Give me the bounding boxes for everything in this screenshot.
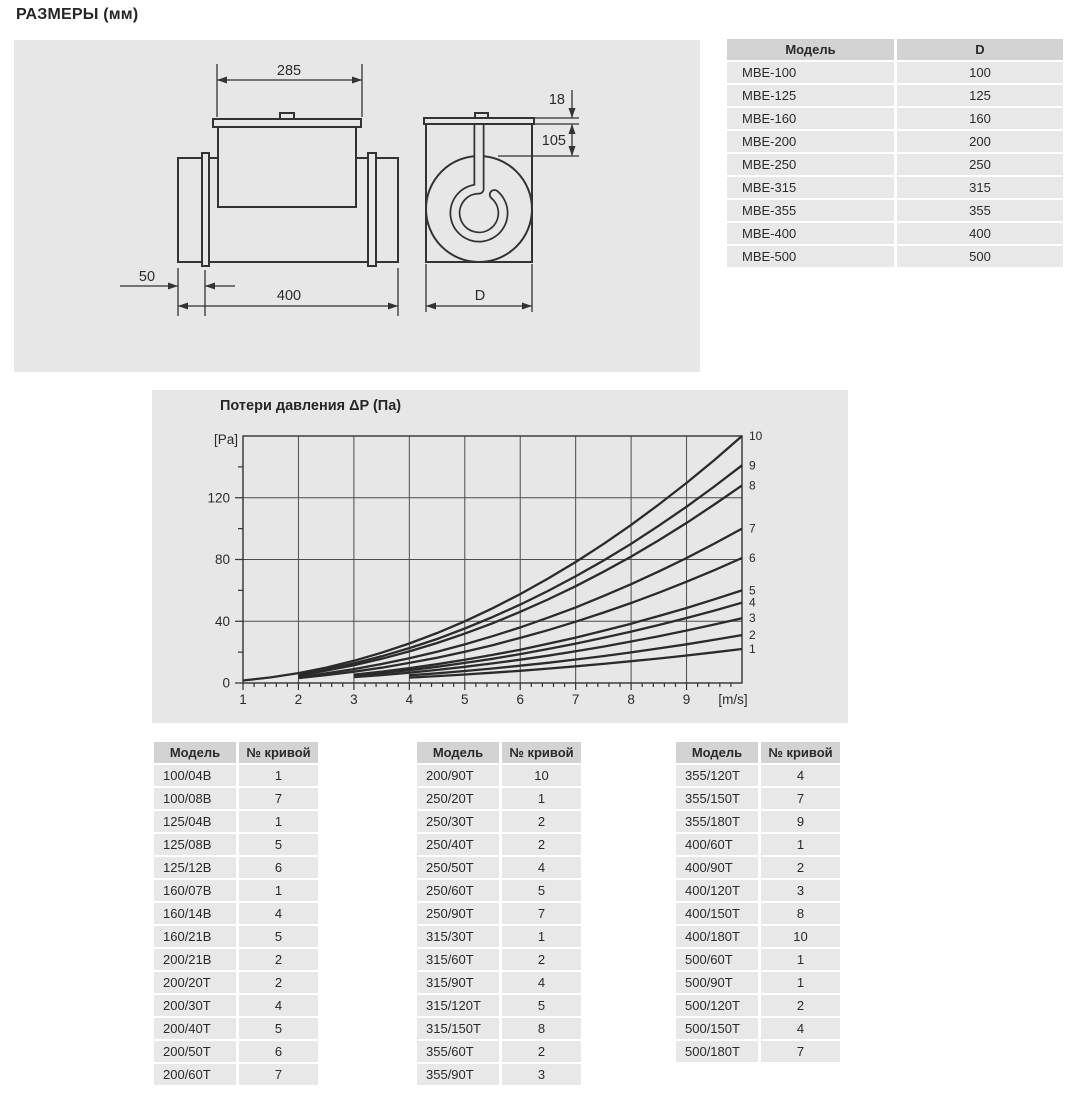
table-cell: 500/120Т [676,995,758,1016]
curve-label-9: 9 [749,458,756,473]
table-row [154,1041,318,1062]
table-cell: МВЕ-200 [727,131,894,152]
model-diameter-table [727,39,1063,269]
x-tick-label: 8 [627,692,635,707]
table-cell: 400/90Т [676,857,758,878]
x-tick-label: 3 [350,692,358,707]
table-cell: 250 [897,154,1063,175]
table-cell: 250/40Т [417,834,499,855]
table-row [154,811,318,832]
table-cell: 200/50Т [154,1041,236,1062]
terminal-box [218,127,356,207]
pressure-chart-plot [152,390,848,723]
table-cell: МВЕ-500 [727,246,894,267]
chart-title: Потери давления ΔP (Па) [220,398,402,414]
table-cell: 9 [761,811,840,832]
dim-body-length: 400 [276,288,302,304]
table-cell: 1 [239,811,318,832]
x-tick-label: 7 [571,692,580,707]
table-cell: МВЕ-160 [727,108,894,129]
table-cell: 2 [502,834,581,855]
table-row [154,972,318,993]
front-knob [475,113,488,118]
table-cell: 4 [502,857,581,878]
table-row [727,246,1063,267]
table-row [676,1018,840,1039]
x-tick-label: 1 [239,692,247,707]
table-cell: 200/90Т [417,765,499,786]
table-cell: 1 [502,926,581,947]
table-row [417,857,581,878]
table-row [676,926,840,947]
table-cell: 500 [897,246,1063,267]
table-cell: 6 [239,857,318,878]
table-cell: 6 [239,1041,318,1062]
dim-top-width: 285 [276,63,302,79]
table-cell: 8 [502,1018,581,1039]
column-header: D [897,39,1063,60]
table-row [676,857,840,878]
table-cell: 400/180Т [676,926,758,947]
lid-knob [280,113,294,119]
table-cell: 200/21В [154,949,236,970]
table-header-row [417,742,581,763]
table-row [154,834,318,855]
table-cell: МВЕ-250 [727,154,894,175]
table-cell: 400/60Т [676,834,758,855]
table-cell: 125/12В [154,857,236,878]
table-cell: 1 [502,788,581,809]
table-cell: 200/40Т [154,1018,236,1039]
column-header: № кривой [502,742,581,763]
table-cell: 250/20Т [417,788,499,809]
curve-label-3: 3 [749,611,756,626]
curve-label-6: 6 [749,550,756,565]
y-axis-unit: [Pa] [213,432,238,447]
table-row [676,880,840,901]
table-row [417,972,581,993]
table-cell: 355/150Т [676,788,758,809]
table-row [154,765,318,786]
table-row [727,200,1063,221]
table-cell: 160 [897,108,1063,129]
table-row [417,880,581,901]
table-cell: 355/180Т [676,811,758,832]
table-row [417,765,581,786]
table-row [727,85,1063,106]
table-cell: 315/90Т [417,972,499,993]
table-row [417,1041,581,1062]
table-row [154,1018,318,1039]
table-cell: 1 [761,834,840,855]
x-tick-label: 6 [516,692,524,707]
dimensions-drawing [14,40,700,372]
table-cell: 2 [761,995,840,1016]
table-cell: 200/60Т [154,1064,236,1085]
table-cell: 3 [502,1064,581,1085]
table-cell: 1 [239,765,318,786]
table-cell: 355/60Т [417,1041,499,1062]
table-row [676,1041,840,1062]
table-cell: 125 [897,85,1063,106]
table-cell: 4 [239,903,318,924]
table-cell: 2 [502,949,581,970]
curve-label-10: 10 [749,429,763,443]
table-cell: 100 [897,62,1063,83]
curve-label-1: 1 [749,642,756,657]
column-header: Модель [417,742,499,763]
curve-table-1 [154,742,318,1087]
table-cell: 100/08В [154,788,236,809]
table-cell: 2 [761,857,840,878]
side-view [178,113,398,266]
table-cell: 160/21В [154,926,236,947]
page-title: РАЗМЕРЫ (мм) [16,6,139,23]
dim-box-depth: 105 [541,133,566,149]
table-row [154,1064,318,1085]
table-cell: 500/180Т [676,1041,758,1062]
left-flange [202,153,209,266]
column-header: № кривой [239,742,318,763]
table-header-row [676,742,840,763]
table-cell: 10 [761,926,840,947]
column-header: Модель [727,39,894,60]
column-header: Модель [676,742,758,763]
table-cell: 4 [761,765,840,786]
table-row [676,995,840,1016]
table-cell: 315/30Т [417,926,499,947]
table-row [154,995,318,1016]
table-cell: 200/20Т [154,972,236,993]
dim-cap-height: 18 [548,92,565,108]
table-cell: МВЕ-315 [727,177,894,198]
right-flange [368,153,376,266]
table-cell: МВЕ-100 [727,62,894,83]
curve-4 [354,603,742,676]
table-cell: 8 [761,903,840,924]
curve-label-8: 8 [749,478,756,493]
table-cell: 250/60Т [417,880,499,901]
table-row [417,788,581,809]
x-tick-label: 4 [405,692,414,707]
table-row [417,903,581,924]
y-tick-label: 0 [222,675,230,691]
table-cell: 315 [897,177,1063,198]
y-tick-label: 120 [207,490,230,506]
table-cell: 355 [897,200,1063,221]
table-row [417,1018,581,1039]
table-cell: 200 [897,131,1063,152]
table-row [154,926,318,947]
table-row [154,949,318,970]
table-cell: 1 [761,949,840,970]
x-tick-label: 9 [682,692,691,707]
table-cell: 7 [761,1041,840,1062]
table-cell: 1 [761,972,840,993]
table-cell: 3 [761,880,840,901]
table-cell: 500/90Т [676,972,758,993]
curve-10 [243,436,742,681]
table-cell: 500/150Т [676,1018,758,1039]
curve-label-2: 2 [749,628,756,643]
table-cell: 400 [897,223,1063,244]
table-row [727,177,1063,198]
column-header: Модель [154,742,236,763]
table-row [727,223,1063,244]
table-row [727,154,1063,175]
table-cell: 250/30Т [417,811,499,832]
table-cell: 4 [502,972,581,993]
table-cell: 355/120Т [676,765,758,786]
dim-inlet-offset: 50 [138,269,156,285]
table-cell: 2 [502,1041,581,1062]
table-row [154,903,318,924]
table-cell: 5 [239,926,318,947]
table-cell: 5 [239,834,318,855]
table-row [676,811,840,832]
table-cell: 2 [502,811,581,832]
table-cell: 5 [239,1018,318,1039]
table-cell: 315/60Т [417,949,499,970]
table-header-row [154,742,318,763]
curve-table-3 [676,742,840,1064]
curve-label-4: 4 [749,595,756,610]
front-view [424,113,534,262]
table-row [676,834,840,855]
table-cell: 7 [239,788,318,809]
table-row [727,108,1063,129]
table-cell: 10 [502,765,581,786]
y-tick-label: 80 [214,552,230,567]
table-cell: 7 [761,788,840,809]
table-cell: 1 [239,880,318,901]
table-cell: 125/08В [154,834,236,855]
table-row [676,903,840,924]
table-row [676,765,840,786]
table-row [154,788,318,809]
table-cell: 160/07В [154,880,236,901]
terminal-box-lid [213,119,361,127]
table-row [417,834,581,855]
x-tick-label: 2 [294,692,303,707]
table-row [417,1064,581,1085]
dim-diameter: D [474,288,486,304]
table-cell: 7 [239,1064,318,1085]
table-header-row [727,39,1063,60]
table-cell: 200/30Т [154,995,236,1016]
table-cell: 5 [502,880,581,901]
table-cell: 250/50Т [417,857,499,878]
table-cell: 160/14В [154,903,236,924]
table-row [727,62,1063,83]
table-cell: 2 [239,972,318,993]
table-cell: 500/60Т [676,949,758,970]
pressure-chart-panel [152,390,848,723]
table-cell: МВЕ-355 [727,200,894,221]
table-cell: 100/04В [154,765,236,786]
table-cell: 315/150Т [417,1018,499,1039]
y-tick-label: 40 [214,613,230,629]
table-row [727,131,1063,152]
table-cell: 400/150Т [676,903,758,924]
table-row [676,788,840,809]
table-cell: МВЕ-125 [727,85,894,106]
table-row [676,972,840,993]
table-row [417,949,581,970]
column-header: № кривой [761,742,840,763]
table-cell: 315/120Т [417,995,499,1016]
curve-label-5: 5 [749,583,756,598]
curve-table-2 [417,742,581,1087]
table-row [676,949,840,970]
table-row [417,811,581,832]
table-cell: 355/90Т [417,1064,499,1085]
table-row [154,857,318,878]
table-cell: 4 [239,995,318,1016]
x-axis-unit: [m/s] [718,692,748,707]
table-cell: 7 [502,903,581,924]
table-cell: 4 [761,1018,840,1039]
table-row [154,880,318,901]
table-cell: 2 [239,949,318,970]
curve-label-7: 7 [749,521,756,536]
table-row [417,995,581,1016]
x-tick-label: 5 [461,692,469,707]
dimensions-panel [14,40,700,372]
table-cell: МВЕ-400 [727,223,894,244]
table-cell: 5 [502,995,581,1016]
table-cell: 250/90Т [417,903,499,924]
table-cell: 125/04В [154,811,236,832]
table-row [417,926,581,947]
table-cell: 400/120Т [676,880,758,901]
